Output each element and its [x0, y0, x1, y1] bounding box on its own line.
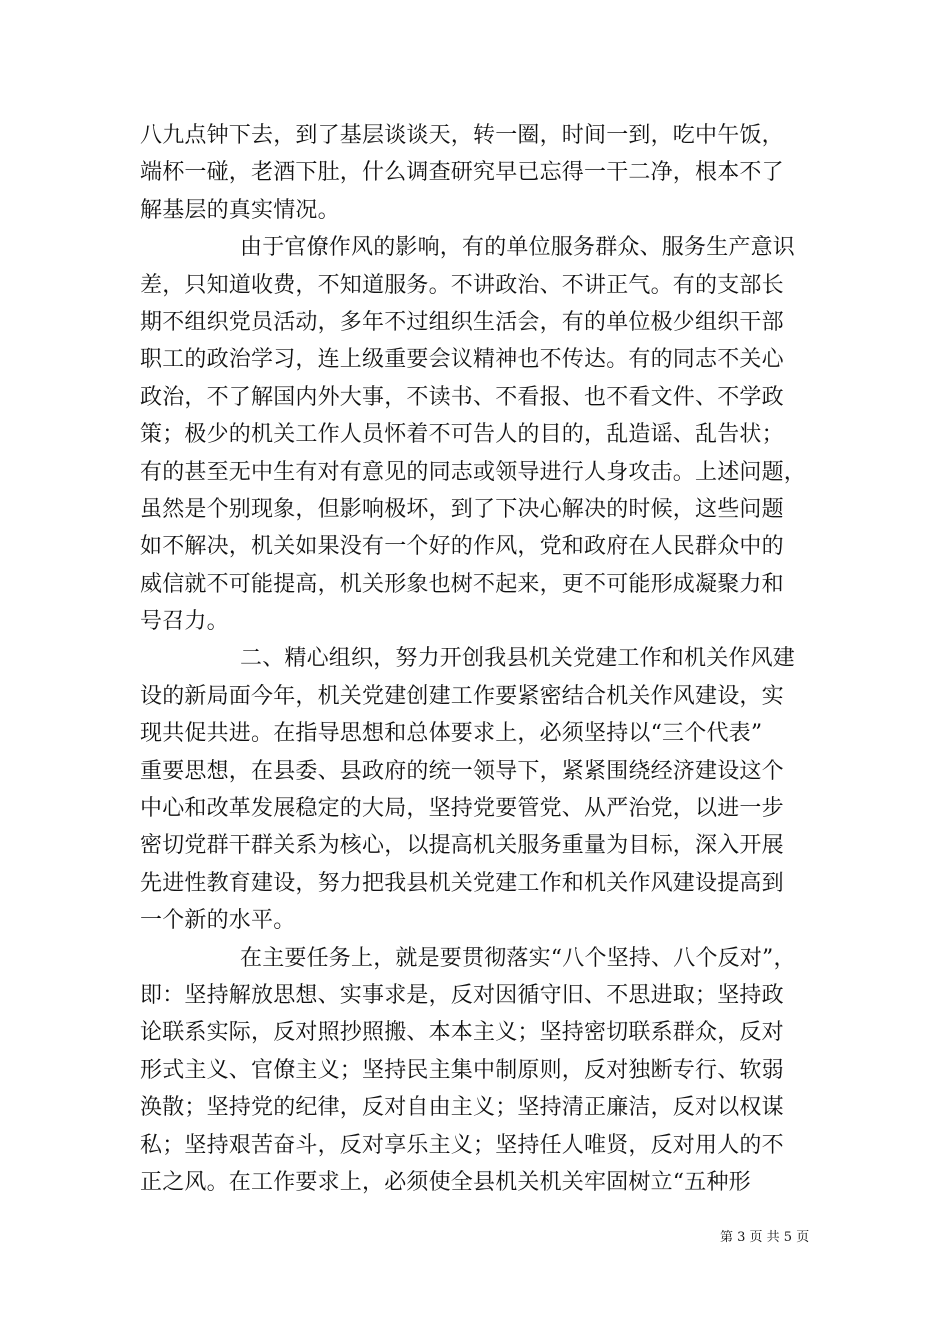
text-line: 即：坚持解放思想、实事求是，反对因循守旧、不思进取；坚持政: [140, 982, 784, 1008]
text-line: 如不解决，机关如果没有一个好的作风，党和政府在人民群众中的: [140, 534, 784, 560]
text-line: 密切党群干群关系为核心，以提高机关服务重量为目标，深入开展: [140, 833, 784, 859]
text-line: 涣散；坚持党的纪律，反对自由主义；坚持清正廉洁，反对以权谋: [140, 1095, 784, 1121]
text-line: 有的甚至无中生有对有意见的同志或领导进行人身攻击。上述问题，: [140, 459, 807, 485]
page-number-footer: 第 3 页 共 5 页: [720, 1230, 810, 1245]
text-line: 论联系实际，反对照抄照搬、本本主义；坚持密切联系群众，反对: [140, 1020, 784, 1046]
paragraph-start-line: 由于官僚作风的影响，有的单位服务群众、服务生产意识: [240, 235, 796, 261]
text-line: 现共促共进。在指导思想和总体要求上，必须坚持以“三个代表”: [140, 721, 763, 747]
text-line: 私；坚持艰苦奋斗，反对享乐主义；坚持任人唯贤，反对用人的不: [140, 1132, 784, 1158]
text-line: 正之风。在工作要求上，必须使全县机关机关牢固树立“五种形: [140, 1169, 751, 1195]
paragraph-start-line: 在主要任务上，就是要贯彻落实“八个坚持、八个反对”，: [240, 945, 796, 971]
text-line: 职工的政治学习，连上级重要会议精神也不传达。有的同志不关心: [140, 347, 784, 373]
text-line: 设的新局面今年，机关党建创建工作要紧密结合机关作风建设，实: [140, 683, 784, 709]
text-line: 形式主义、官僚主义；坚持民主集中制原则，反对独断专行、软弱: [140, 1057, 784, 1083]
text-line: 政治，不了解国内外大事，不读书、不看报、也不看文件、不学政: [140, 384, 784, 410]
text-line: 号召力。: [140, 609, 229, 635]
text-line: 差，只知道收费，不知道服务。不讲政治、不讲正气。有的支部长: [140, 272, 784, 298]
text-line: 威信就不可能提高，机关形象也树不起来，更不可能形成凝聚力和: [140, 571, 784, 597]
text-line: 八九点钟下去，到了基层谈谈天，转一圈，时间一到，吃中午饭，: [140, 123, 784, 148]
text-line: 端杯一碰，老酒下肚，什么调查研究早已忘得一干二净，根本不了: [140, 160, 784, 186]
text-line: 重要思想，在县委、县政府的统一领导下，紧紧围绕经济建设这个: [140, 758, 784, 784]
text-line: 虽然是个别现象，但影响极坏，到了下决心解决的时候，这些问题: [140, 496, 784, 522]
text-line: 中心和改革发展稳定的大局，坚持党要管党、从严治党，以进一步: [140, 796, 784, 822]
body-text: [140, 117, 820, 1201]
text-line: 策；极少的机关工作人员怀着不可告人的目的，乱造谣、乱告状；: [140, 422, 784, 448]
text-line: 先进性教育建设，努力把我县机关党建工作和机关作风建设提高到: [140, 870, 784, 896]
text-line: 一个新的水平。: [140, 908, 296, 934]
text-line: 期不组织党员活动，多年不过组织生活会，有的单位极少组织干部: [140, 309, 784, 335]
section-heading-line: 二、精心组织，努力开创我县机关党建工作和机关作风建: [240, 646, 796, 672]
text-line: 解基层的真实情况。: [140, 197, 340, 223]
